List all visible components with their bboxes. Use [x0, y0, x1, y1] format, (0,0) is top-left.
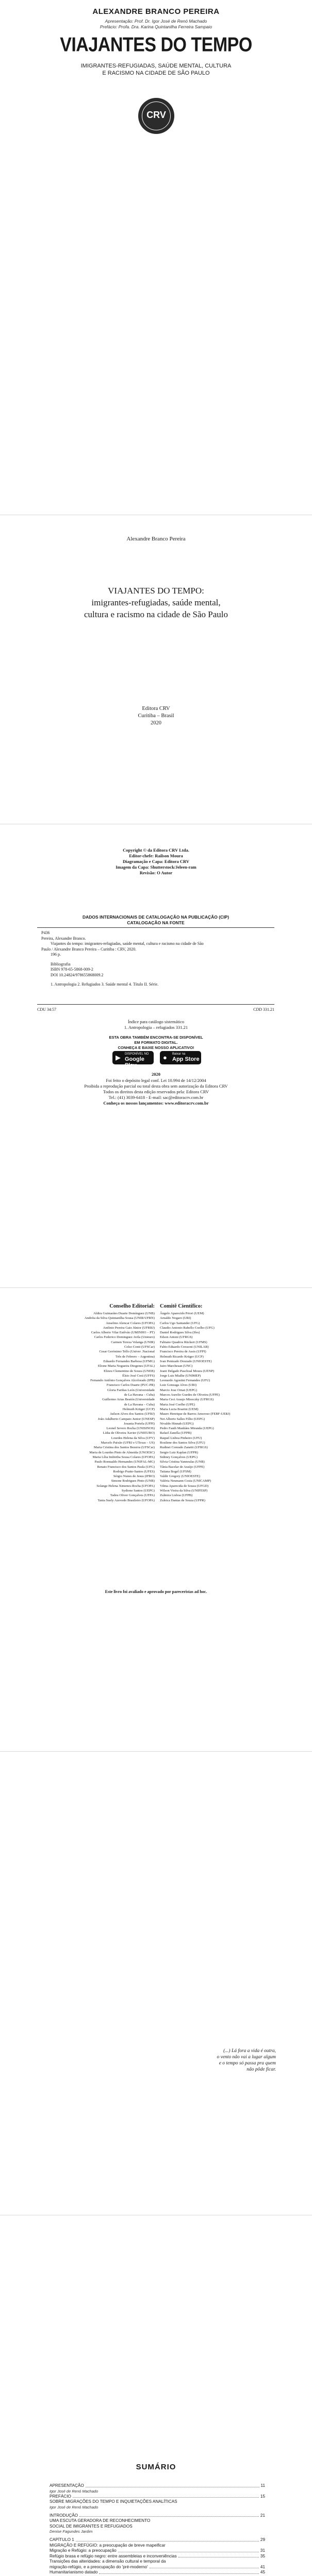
half-title-line: VIAJANTES DO TEMPO: — [108, 586, 204, 596]
legal-line: Conheça os nossos lançamentos: www.editoracrv.com.br — [103, 1100, 209, 1106]
scientific-member: Silvia Cristina Yannoulas (UNB) — [160, 1460, 205, 1464]
scientific-member: Maria Lucia Boarini (UEM) — [160, 1407, 199, 1411]
editorial-member: Simone Rodrigues Pinto (UNB) — [111, 1479, 155, 1483]
toc-page-number: 35 — [260, 2553, 265, 2558]
toc-entry-title: Humanitarianismo datado — [50, 2570, 98, 2574]
editorial-member: Sérgio Nunes de Jesus (IFRO) — [113, 1475, 155, 1479]
editorial-member: Elione Maria Nogueira Diogenes (UFAL) — [97, 1364, 155, 1368]
scientific-member: Daniel Rodrigues Silva (Ifes) — [160, 1331, 200, 1335]
toc-page-number: 31 — [260, 2548, 265, 2553]
epigraph-text — [193, 2048, 276, 2073]
editorial-member: Eduardo Fernandes Barbosa (UFMG) — [103, 1359, 155, 1363]
epigraph-line: (...) Lá fora a vida é outra, — [223, 2048, 276, 2054]
editorial-member: Fernando Antônio Gonçalves Alcoforado (IPB) — [90, 1379, 155, 1383]
epigraph-line: e o tempo só passa pra quem — [219, 2061, 276, 2066]
scientific-member: Leonardo Agostini Fernandes (UFU) — [160, 1379, 210, 1383]
scientific-member: Marcos Aurelio Guedes de Oliveira (UFPE) — [160, 1393, 220, 1397]
editorial-board — [31, 1303, 155, 1503]
cip-line: Pereira, Alexandre Branco. — [41, 936, 86, 941]
editorial-member: Anselmo Alencar Colares (UFOPA) — [106, 1321, 155, 1325]
cover-credit-2: Prefácio: Profa. Dra. Karina Quintanilha Ferreira Sampaio — [100, 24, 212, 29]
scientific-member: Luiz Gonzaga Alves (URI) — [160, 1383, 197, 1387]
cip-line: Paulo / Alexandre Branco Pereira – Curitiba : CRV, 2020. — [41, 946, 137, 952]
toc-page-number: 29 — [260, 2537, 265, 2542]
cdu-code: CDU 34:57 — [37, 1007, 57, 1012]
crv-logo-text: CRV — [146, 110, 166, 120]
cip-heading-line: DADOS INTERNACIONAIS DE CATALOGAÇÃO NA PUBLICAÇÃO (CIP) — [82, 914, 229, 920]
toc-entry[interactable] — [50, 2513, 265, 2519]
app-store-small: Baixar na — [172, 1053, 186, 1056]
toc-author: Igor José de Renó Machado — [50, 2488, 98, 2494]
toc-page-number: 15 — [260, 2494, 265, 2499]
cip-heading — [37, 914, 274, 926]
copyright-line: Editor-chefe: Railson Moura — [129, 853, 183, 858]
index-line: Índice para catálogo sistemático — [127, 1019, 185, 1024]
scientific-committee — [160, 1303, 284, 1503]
editorial-member: Cesar Gerónimo Tello (Univer .Nacional — [99, 1350, 155, 1354]
toc-page-number: 21 — [260, 2513, 265, 2518]
editorial-member: Solange Helena Ximenes-Rocha (UFOPA) — [96, 1484, 155, 1488]
scientific-member: Jeani Delgado Paschoal Moura (UENP) — [160, 1369, 215, 1373]
toc-heading-line: SOBRE MIGRAÇÕES DO TEMPO E INQUIETAÇÕES ANALÍTICAS — [50, 2499, 177, 2504]
toc-entry-title: Refúgio brasa e refúgio negro: entre assembleias e inconveniências — [50, 2553, 177, 2558]
copyright-line: Copyright © da Editora CRV Ltda. — [123, 848, 189, 853]
scientific-member: Sergio Luiz Kaplan (UFPR) — [160, 1450, 199, 1454]
toc-entry[interactable] — [50, 2554, 265, 2560]
cover-subtitle-2: E RACISMO NA CIDADE DE SÃO PAULO — [102, 70, 210, 76]
google-play-badge[interactable] — [112, 1051, 154, 1069]
toc-entry-title: PREFÁCIO — [50, 2494, 71, 2499]
play-icon: ▶ — [116, 1054, 121, 1061]
editorial-member: Carmen Tereza Velanga (UNIR) — [111, 1340, 155, 1344]
scientific-member: Tânia Bacelar de Araújo (UFPE) — [160, 1465, 205, 1469]
app-store-badge[interactable] — [160, 1051, 201, 1064]
toc-entry[interactable] — [50, 2537, 265, 2543]
toc-entry[interactable] — [50, 2570, 265, 2575]
scientific-member: Edson Antoni (UFRGS) — [160, 1335, 193, 1340]
copyright-line: Imagem da Capa: Shutterstock/Jeleen-ram — [116, 865, 196, 870]
cip-footer — [37, 1007, 274, 1012]
scientific-member: Ivan Penteado Dourado (UNIOESTE) — [160, 1359, 212, 1363]
scientific-member: Vilma Aparecida de Souza (UFGD) — [160, 1484, 209, 1488]
editorial-member: Paulo Romualdo Hernandes (UNIFAL-MG) — [94, 1460, 155, 1464]
editorial-member: Lourdes Helena da Silva (UFV) — [111, 1436, 155, 1440]
scientific-member: Nivaldo Hinnah (UEPG) — [160, 1421, 194, 1426]
scientific-member: Marcio Jose Ornat (UEPG) — [160, 1388, 197, 1392]
editorial-member: Andréia da Silva Quintanilha Sousa (UNIR/UFRN) — [84, 1316, 155, 1320]
scientific-member: Pedro Fauth Manhães Miranda (UEPG) — [160, 1427, 214, 1431]
editorial-member: Elizeu Clementino de Souza (UNEB) — [104, 1369, 155, 1373]
toc-entry-title: Transições das alteridades: a dimensão cultural e temporal da — [50, 2559, 166, 2564]
editorial-member: Marcelo Paixão (UFRJ e UTexas – US) — [101, 1441, 155, 1445]
summary-title: SUMÁRIO — [136, 2463, 176, 2471]
scientific-member: Valdir Gregory (UNIOESTE) — [160, 1475, 201, 1479]
toc-leader — [73, 2497, 259, 2498]
half-title-line: cultura e racismo na cidade de São Paulo — [84, 609, 228, 619]
scientific-member: Raquel Lisboa Pinheiro (UFU) — [160, 1436, 202, 1440]
editorial-member: Guillermo Arias Beatón (Universidade — [102, 1398, 155, 1402]
toc-entry[interactable] — [50, 2565, 265, 2570]
editorial-member: Jailson Alves dos Santos (UFRJ) — [110, 1412, 155, 1416]
toc-entry-title: CAPÍTULO 1 — [50, 2537, 74, 2542]
half-title-line: imigrantes-refugiadas, saúde mental, — [91, 598, 221, 607]
cip-heading-line: CATALOGAÇÃO NA FONTE — [127, 920, 185, 925]
publisher-name: Editora CRV — [142, 706, 170, 711]
editorial-heading: Conselho Editorial: — [109, 1303, 155, 1309]
scientific-member: Claudio Antonio Rabello Coelho (UFG) — [160, 1326, 215, 1330]
editorial-member: Tania Suely Azevedo Brasileiro (UFOPA) — [97, 1498, 155, 1502]
cip-line: ISBN 978-65-5868-009-2 — [51, 967, 93, 972]
toc-author: Denise Fagundes Jardim — [50, 2529, 93, 2534]
editorial-member: Carlos Federico Dominguez Avila (Unieuro) — [94, 1335, 155, 1340]
scientific-member: Valéria Neumann Costa (UNICAMP) — [160, 1479, 211, 1483]
copyright-line: Revisão: O Autor — [139, 870, 173, 875]
editorial-member: Gloria Fariñas León (Universidade — [107, 1388, 155, 1392]
cover-credit-1: Apresentação: Prof. Dr. Igor José de Renó Machado — [105, 19, 207, 24]
scientific-member: Maria Ceci Araujo Misoczky (UFRGS) — [160, 1398, 214, 1402]
summary-page — [0, 2215, 312, 2576]
toc-heading-line: SOCIAL DE IMIGRANTES E REFUGIADOS — [50, 2523, 133, 2529]
editorial-member: de La Havana – Cuba) — [124, 1402, 155, 1406]
ebook-line: ESTA OBRA TAMBÉM ENCONTRA-SE DISPONÍVEL — [109, 1035, 203, 1040]
scientific-member: Zulmira Lisboa (UFPB) — [160, 1494, 193, 1498]
epigraph-line: o vento não vai a lugar algum — [217, 2055, 276, 2060]
cip-line: 1. Antropologia 2. Refugiados 3. Saúde mental 4. Título II. Série. — [51, 982, 159, 987]
cip-spacer — [41, 958, 270, 962]
scientific-member: Arnaldo Nogaro (URI) — [160, 1316, 191, 1320]
half-title-author: Alexandre Branco Pereira — [126, 536, 186, 542]
toc-page-number: 11 — [260, 2483, 265, 2488]
editorial-member: Lídia de Oliveira Xavier (UNIEURO) — [103, 1431, 155, 1435]
toc-entry[interactable] — [50, 2483, 265, 2489]
cover-author: ALEXANDRE BRANCO PEREIRA — [92, 7, 220, 16]
editorial-member: Maria de Lourdes Pinto de Almeida (UNOESC) — [89, 1450, 155, 1454]
editorial-member: Celso Conti (UFSCar) — [124, 1345, 155, 1349]
scientific-member: Maria José Coelho (UPE) — [160, 1402, 195, 1406]
editorial-member: Maria Lília Imbiriba Sousa Colares (UFOPA) — [92, 1455, 155, 1459]
scientific-member: Carlos Ugo Santander (UFG) — [160, 1321, 200, 1325]
scientific-member: Sidiney Gonçalves (UEPG) — [160, 1455, 198, 1459]
scientific-member: Jorge Luis Mialhe (UNIMEP) — [160, 1374, 201, 1378]
scientific-member: Nei Alberto Salles Filho (UEPG) — [160, 1417, 205, 1421]
editorial-member: Helmuth Krüger (UCP) — [122, 1407, 155, 1411]
ebook-line: CONHEÇA E BAIXE NOSSO APLICATIVO! — [118, 1045, 194, 1050]
legal-line: Todos os direitos desta edição reservados pela: Editora CRV — [103, 1089, 209, 1094]
crv-logo — [138, 98, 174, 134]
cover-page — [0, 0, 312, 515]
scientific-member: Fabio Eduardo Cressoni (UNILAB) — [160, 1345, 209, 1349]
toc-entry-title: Migração e Refúgio: a preocupação — [50, 2548, 117, 2553]
editorial-member: Josania Portela (UFPI) — [123, 1421, 155, 1426]
epigraph-page — [0, 1752, 312, 2215]
editorial-member: João Adalberto Campato Junior (UNESP) — [97, 1417, 155, 1421]
scientific-member: Rudinei Conrado Zanetti (UFRGS) — [160, 1446, 208, 1450]
publisher-city: Curitiba – Brasil — [138, 713, 174, 719]
half-title-title — [0, 585, 312, 620]
scientific-member: Mauro Henrique de Barros Amoroso (FEBF-UERJ) — [160, 1412, 231, 1416]
copyright-page — [0, 824, 312, 1288]
scientific-member: Jairo Marchesan (UNC) — [160, 1364, 193, 1368]
cip-line: 196 p. — [51, 952, 61, 957]
editorial-member: Rodrigo Pratte-Santos (UFES) — [113, 1469, 155, 1473]
toc-heading-line: UMA ESCUTA GERADORA DE RECONHECIMENTO — [50, 2518, 151, 2523]
toc-page-number: 41 — [260, 2564, 265, 2569]
toc-page-number: 45 — [260, 2570, 265, 2574]
publisher-year: 2020 — [151, 720, 161, 726]
toc-heading-line: MIGRAÇÃO E REFÚGIO: a preocupação de breve mapeificar — [50, 2543, 166, 2548]
scientific-member: Rosilene dos Santos Silva (UFU) — [160, 1441, 205, 1445]
toc-entry-title: INTRODUÇÃO — [50, 2513, 78, 2518]
scientific-member: Rafael Zanella (UFPB) — [160, 1431, 192, 1435]
cip-record — [37, 927, 274, 1005]
council-note: Este livro foi avaliado e aprovado por pareceristas ad hoc. — [105, 1589, 207, 1594]
apple-icon: ● — [163, 1054, 167, 1061]
scientific-member: Wilson Vieira da Silva (UNIFESP) — [160, 1488, 208, 1493]
cip-line: Viajantes do tempo: imigrantes-refugiadas, saúde mental, cultura e racismo na cidade de São — [51, 941, 204, 946]
toc-entry-title: APRESENTAÇÃO — [50, 2483, 84, 2488]
scientific-member: Helmuth Ricardo Krüger (UCP) — [160, 1354, 204, 1359]
legal-line: Tel.: (41) 3039-6418 - E-mail: sac@editoracrv.com.br — [108, 1095, 204, 1100]
copyright-line: Diagramação e Capa: Editora CRV — [122, 859, 190, 864]
cdd-code: CDD 331.21 — [253, 1007, 274, 1012]
half-title-page — [0, 515, 312, 824]
epigraph-line: não pôde ficar. — [247, 2067, 276, 2072]
editorial-member: Renato Francisco dos Santos Paula (UFG) — [97, 1465, 155, 1469]
editorial-member: Maria Cristina dos Santos Bezerra (UFSCar) — [93, 1446, 155, 1450]
ebook-line: EM FORMATO DIGITAL. — [134, 1040, 178, 1045]
editorial-member: Carlos Alberto Vilar Estêvão (UMINHO – PT) — [91, 1331, 155, 1335]
toc-leader — [79, 2516, 259, 2517]
cover-title: VIAJANTES DO TEMPO — [60, 33, 252, 56]
cip-line: DOI 10.24824/978655868009.2 — [51, 972, 104, 977]
table-of-contents — [50, 2483, 265, 2576]
editorial-member: Sydione Santos (UEPG) — [121, 1488, 155, 1493]
editorial-member: de La Havana – Cuba) — [124, 1393, 155, 1397]
cover-subtitle-1: IMIGRANTES-REFUGIADAS, SAÚDE MENTAL, CULTURA — [80, 63, 232, 69]
editorial-member: Francisco Carlos Duarte (PUC-PR) — [106, 1383, 155, 1387]
google-play-label: Google Play — [125, 1056, 144, 1069]
editorial-member: Três de Febrero – Argentina) — [115, 1354, 155, 1359]
toc-entry[interactable] — [50, 2548, 265, 2554]
index-line: 1. Antropologia – refugiados 331.21 — [124, 1025, 188, 1030]
editorial-member: Tadeu Oliver Gonçalves (UFPA) — [110, 1494, 155, 1498]
legal-line: Proibida a reprodução parcial ou total desta obra sem autorização da Editora CRV — [84, 1083, 228, 1089]
scientific-member: Francisco Pereira de Assis (UFPI) — [160, 1350, 206, 1354]
app-store-label: App Store — [172, 1056, 200, 1062]
google-play-small: DISPONÍVEL NO — [125, 1053, 149, 1056]
toc-leader — [99, 2573, 259, 2574]
scientific-member: Fabiano Quadros Rückert (UFMS) — [160, 1340, 207, 1344]
scientific-member: Zuleica Dantas de Souza (UFPR) — [160, 1498, 205, 1502]
scientific-member: Tatiana Bogel (UFSM) — [160, 1469, 191, 1473]
toc-entry-title: migração-refúgio, e a preocupação do 'pré-moderno' — [50, 2564, 148, 2569]
editorial-member: Antônio Pereira Gaio Júnior (UFRRJ) — [103, 1326, 155, 1330]
toc-entry[interactable] — [50, 2559, 265, 2565]
scientific-heading: Comitê Científico: — [160, 1303, 203, 1309]
copyright-year: 2020 — [152, 1072, 160, 1077]
copyright-credits — [0, 848, 312, 876]
editorial-member: Élsio José Corá (UFFS) — [122, 1374, 155, 1378]
editorial-member: Aldira Guimarães Duarte Domínguez (UNB) — [93, 1312, 155, 1315]
cip-line: Bibliografia — [51, 961, 71, 967]
council-page — [0, 1288, 312, 1752]
scientific-member: Ângelo Aparecido Priori (UEM) — [160, 1312, 204, 1315]
cip-line: P436 — [41, 930, 50, 935]
cip-spacer — [41, 978, 270, 982]
legal-line: Foi feito o depósito legal conf. Lei 10.994 de 14/12/2004 — [106, 1078, 206, 1083]
toc-entry[interactable] — [50, 2494, 265, 2500]
toc-author: Igor José de Renó Machado — [50, 2504, 98, 2510]
editorial-member: Leonel Severo Rocha (UNISINOS) — [106, 1427, 155, 1431]
